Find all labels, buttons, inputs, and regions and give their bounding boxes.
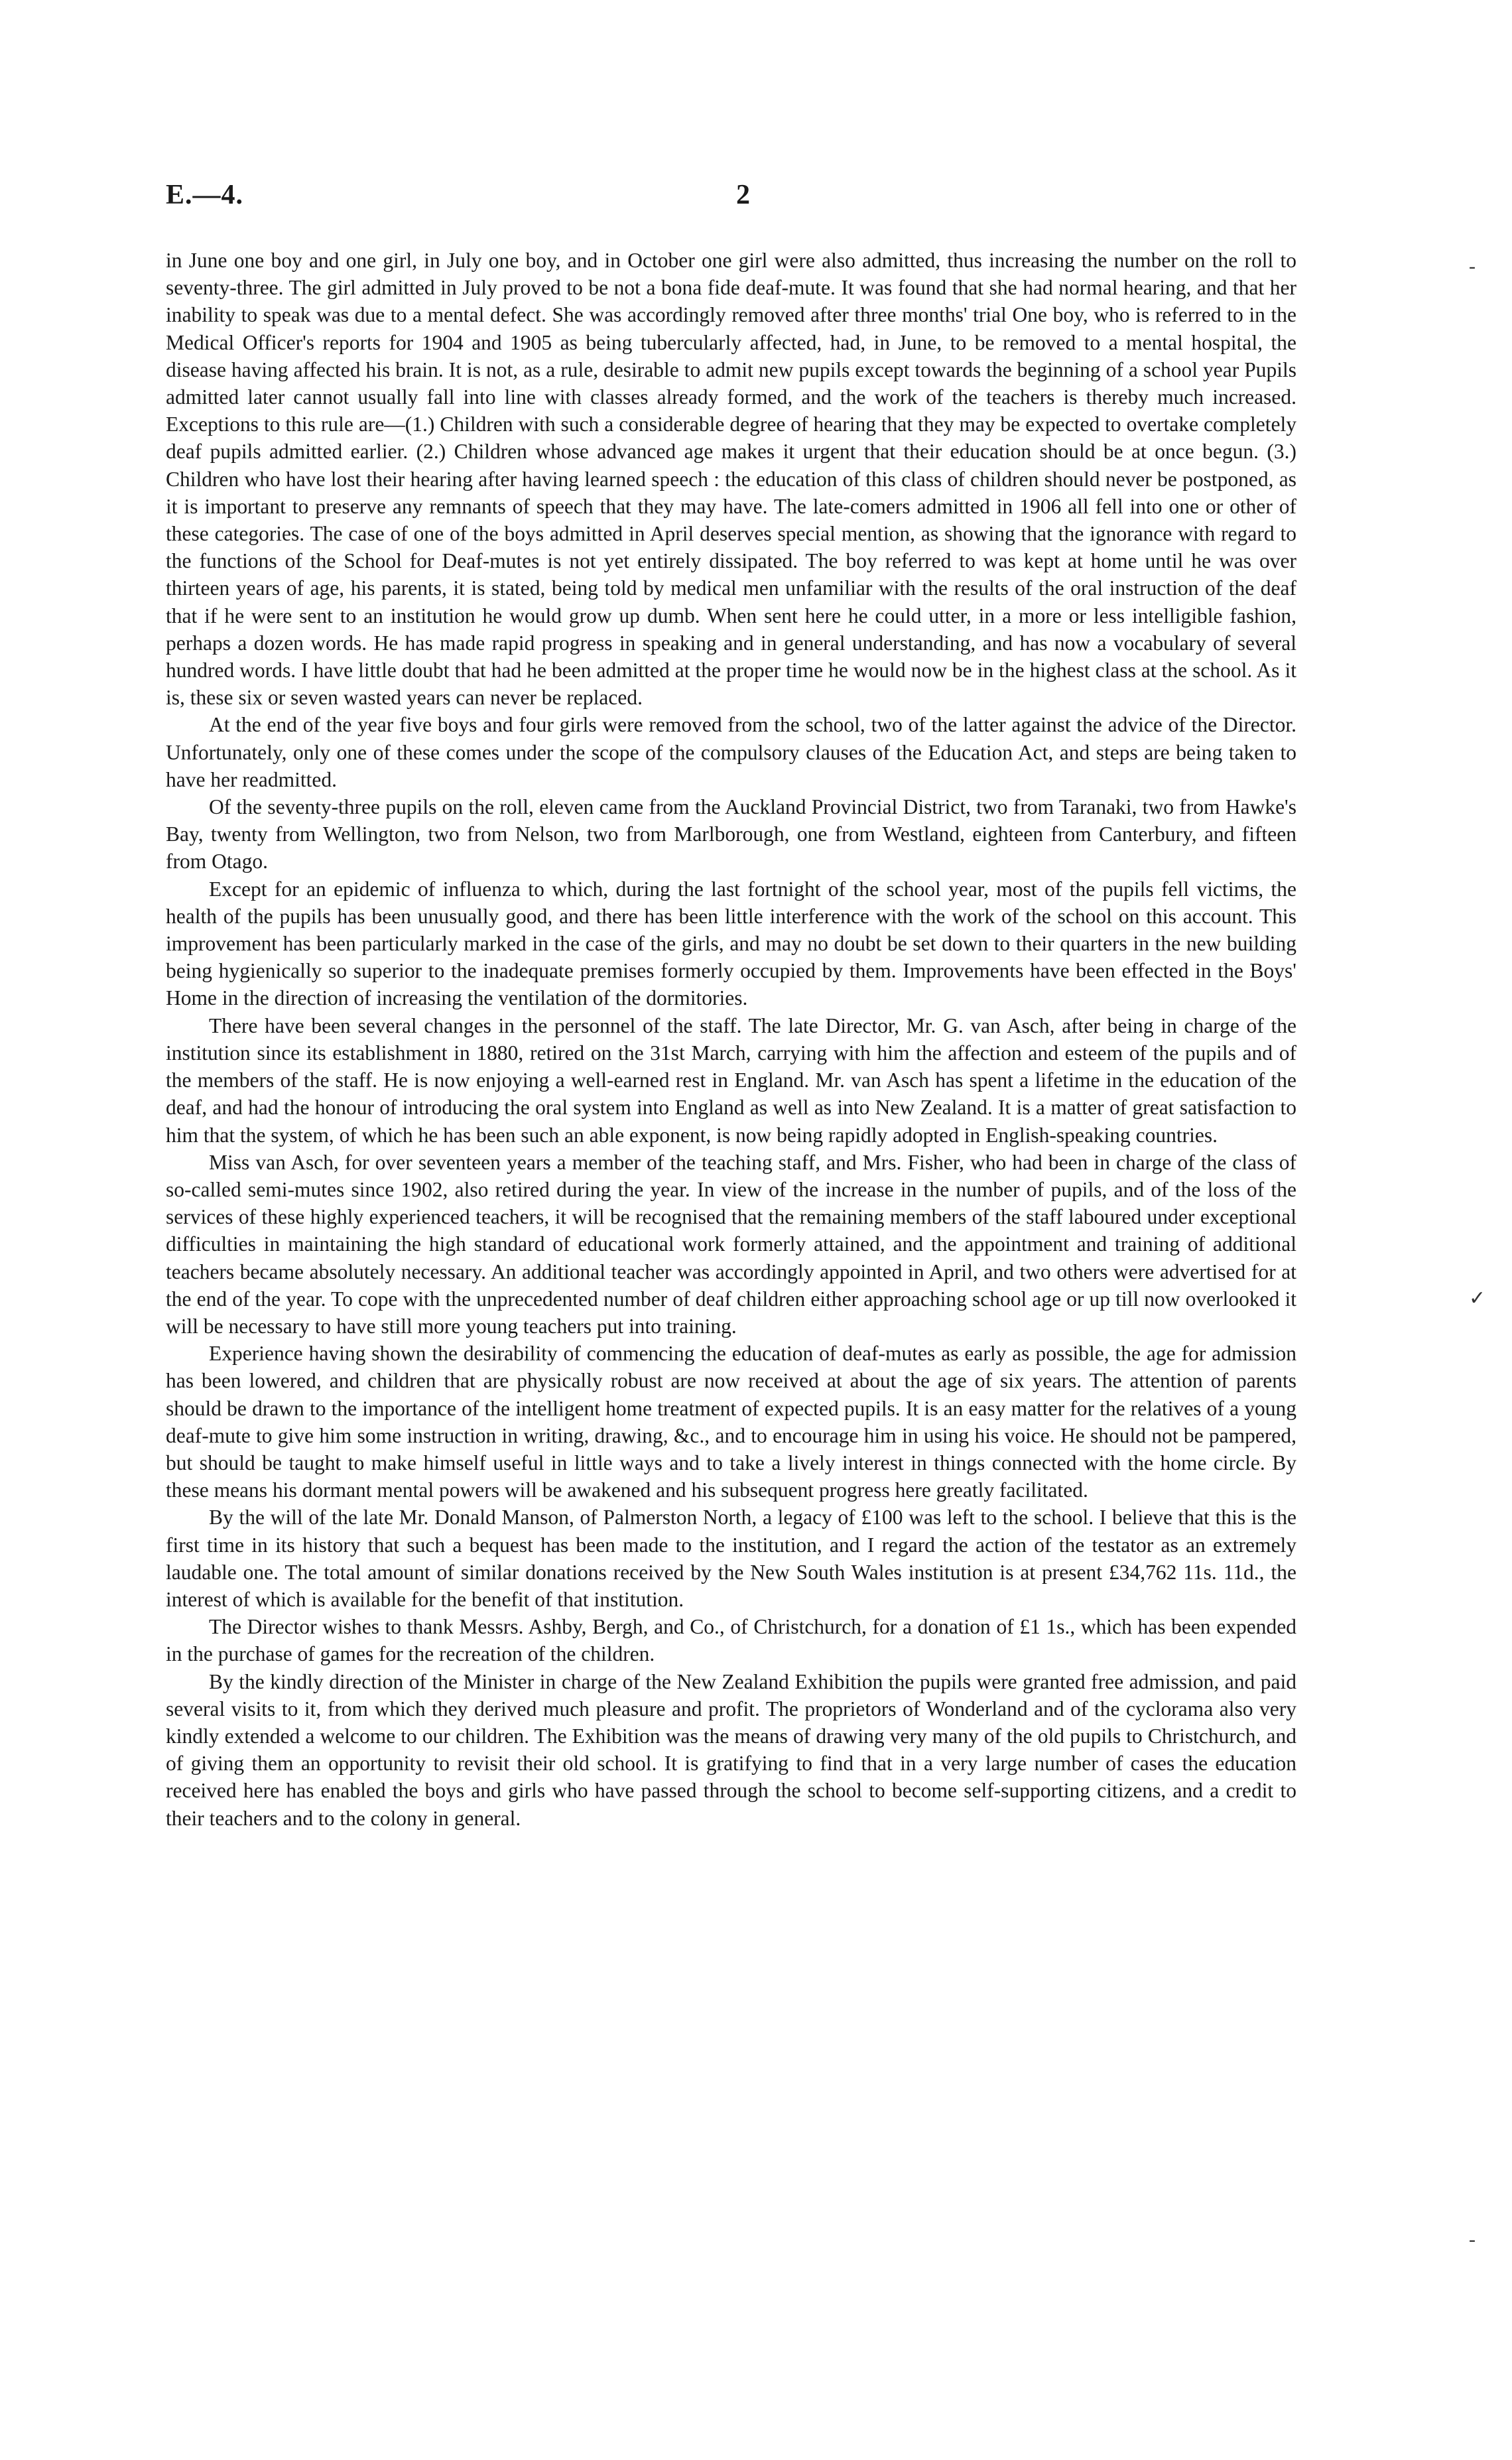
margin-dash-mark: -: [1469, 255, 1476, 277]
paragraph-health: Except for an epidemic of influenza to which, during the last fortnight of the school year, most of the pupils fell victims, the health of the pupils has been unusually good, and there has been little interference with the work of the school on this account. This improvement has been particularly marked in the case of the girls, and may no doubt be set down to their quarters in the new building being hygienically so superior to the inadequate premises formerly occupied by them. Improvements have been effected in the Boys' Home in the direction of increasing the ventilation of the dormitories.: [166, 877, 1296, 1010]
paragraph-removals: At the end of the year five boys and four girls were removed from the school, two of the latter against the advice of the Director. Unfortunately, only one of these comes under the scope of the compulsory clauses of the Education Act, and steps are being taken to have her readmitted.: [166, 713, 1296, 791]
running-header: [166, 179, 1359, 219]
paragraph-admissions: in June one boy and one girl, in July one boy, and in October one girl were also admitted, thus increasing the number on the roll to seventy-three. The girl admitted in July proved to be not a bona fide deaf-mute. It was found that she had normal hearing, and that her inability to speak was due to a mental defect. She was accordingly removed after three months' trial One boy, who is referred to in the Medical Officer's reports for 1904 and 1905 as being tubercularly affected, had, in June, to be removed to a mental hospital, the disease having affected his brain. It is not, as a rule, desirable to admit new pupils except towards the beginning of a school year Pupils admitted later cannot usually fall into line with classes already formed, and the work of the teachers is thereby much increased. Exceptions to this rule are—(1.) Children with such a considerable degree of hearing that they may be expected to overtake completely deaf pupils admitted earlier. (2.) Children whose advanced age makes it urgent that their education should be at once begun. (3.) Children who have lost their hearing after having learned speech : the education of this class of children should never be postponed, as it is important to preserve any remnants of speech that they may have. The late-comers admitted in 1906 all fell into one or other of these categories. The case of one of the boys admitted in April deserves special mention, as showing that the ignorance with regard to the functions of the School for Deaf-mutes is not yet entirely dissipated. The boy referred to was kept at home until he was over thirteen years of age, his parents, it is stated, being told by medical men unfamiliar with the results of the oral instruction of the deaf that if he were sent to an institution he would grow up dumb. When sent here he could utter, in a more or less intelligible fashion, perhaps a dozen words. He has made rapid progress in speaking and in general understanding, and has now a vocabulary of several hundred words. I have little doubt that had he been admitted at the proper time he would now be in the highest class at the school. As it is, these six or seven wasted years can never be replaced.: [166, 249, 1296, 710]
margin-dash-mark-bottom: -: [1469, 2229, 1476, 2250]
report-body: [166, 247, 1296, 1832]
paragraph-staff-changes: There have been several changes in the personnel of the staff. The late Director, Mr. G. van Asch, after being in charge of the institution since its establishment in 1880, retired on the 31st March, carrying with him the affection and esteem of the pupils and of the members of the staff. He is now enjoying a well-earned rest in England. Mr. van Asch has spent a lifetime in the education of the deaf, and had the honour of introducing the oral system into England as well as into New Zealand. It is a matter of great satisfaction to him that the system, of which he has been such an able exponent, is now being rapidly adopted in English-speaking countries.: [166, 1013, 1296, 1147]
paragraph-pupil-districts: Of the seventy-three pupils on the roll, eleven came from the Auckland Provincial District, two from Taranaki, two from Hawke's Bay, twenty from Wellington, two from Nelson, two from Marlborough, one from Westland, eighteen from Canterbury, and fifteen from Otago.: [166, 795, 1296, 874]
paragraph-donation-thanks: The Director wishes to thank Messrs. Ashby, Bergh, and Co., of Christchurch, for a donation of £1 1s., which has been expended in the purchase of games for the recreation of the children.: [166, 1615, 1296, 1666]
document-reference: E.—4.: [166, 180, 244, 210]
paragraph-teacher-retirements: Miss van Asch, for over seventeen years a member of the teaching staff, and Mrs. Fisher, who had been in charge of the class of so-called semi-mutes since 1902, also retired during the year. In view of the increase in the number of pupils, and of the loss of the services of these highly experienced teachers, it will be recognised that the remaining members of the staff laboured under exceptional difficulties in maintaining the high standard of educational work formerly attained, and the appointment and training of additional teachers became absolutely necessary. An additional teacher was accordingly appointed in April, and two others were advertised for at the end of the year. To cope with the unprecedented number of deaf children either approaching school age or up till now overlooked it will be necessary to have still more young teachers put into training.: [166, 1150, 1296, 1338]
page-number: 2: [736, 180, 750, 210]
margin-tick-mark: ✓: [1469, 1287, 1486, 1309]
paragraph-admission-age: Experience having shown the desirability of commencing the education of deaf-mutes as early as possible, the age for admission has been lowered, and children that are physically robust are now received at about the age of six years. The attention of parents should be drawn to the importance of the intelligent home treatment of expected pupils. It is an easy matter for the relatives of a young deaf-mute to give him some instruction in writing, drawing, &c., and to encourage him in using his voice. He should not be pampered, but should be taught to make himself useful in little ways and to take a lively interest in things connected with the home circle. By these means his dormant mental powers will be awakened and his subsequent progress here greatly facilitated.: [166, 1342, 1296, 1502]
paragraph-legacy: By the will of the late Mr. Donald Manson, of Palmerston North, a legacy of £100 was left to the school. I believe that this is the first time in its history that such a bequest has been made to the institution, and I regard the action of the testator as an extremely laudable one. The total amount of similar donations received by the New South Wales institution is at present £34,762 11s. 11d., the interest of which is available for the benefit of that institution.: [166, 1506, 1296, 1611]
paragraph-exhibition: By the kindly direction of the Minister in charge of the New Zealand Exhibition the pupils were granted free admission, and paid several visits to it, from which they derived much pleasure and profit. The proprietors of Wonderland and of the cyclorama also very kindly extended a welcome to our children. The Exhibition was the means of drawing very many of the old pupils to Christchurch, and of giving them an opportunity to revisit their old school. It is gratifying to find that in a very large number of cases the education received here has enabled the boys and girls who have passed through the school to become self-supporting citizens, and a credit to their teachers and to the colony in general.: [166, 1669, 1296, 1830]
